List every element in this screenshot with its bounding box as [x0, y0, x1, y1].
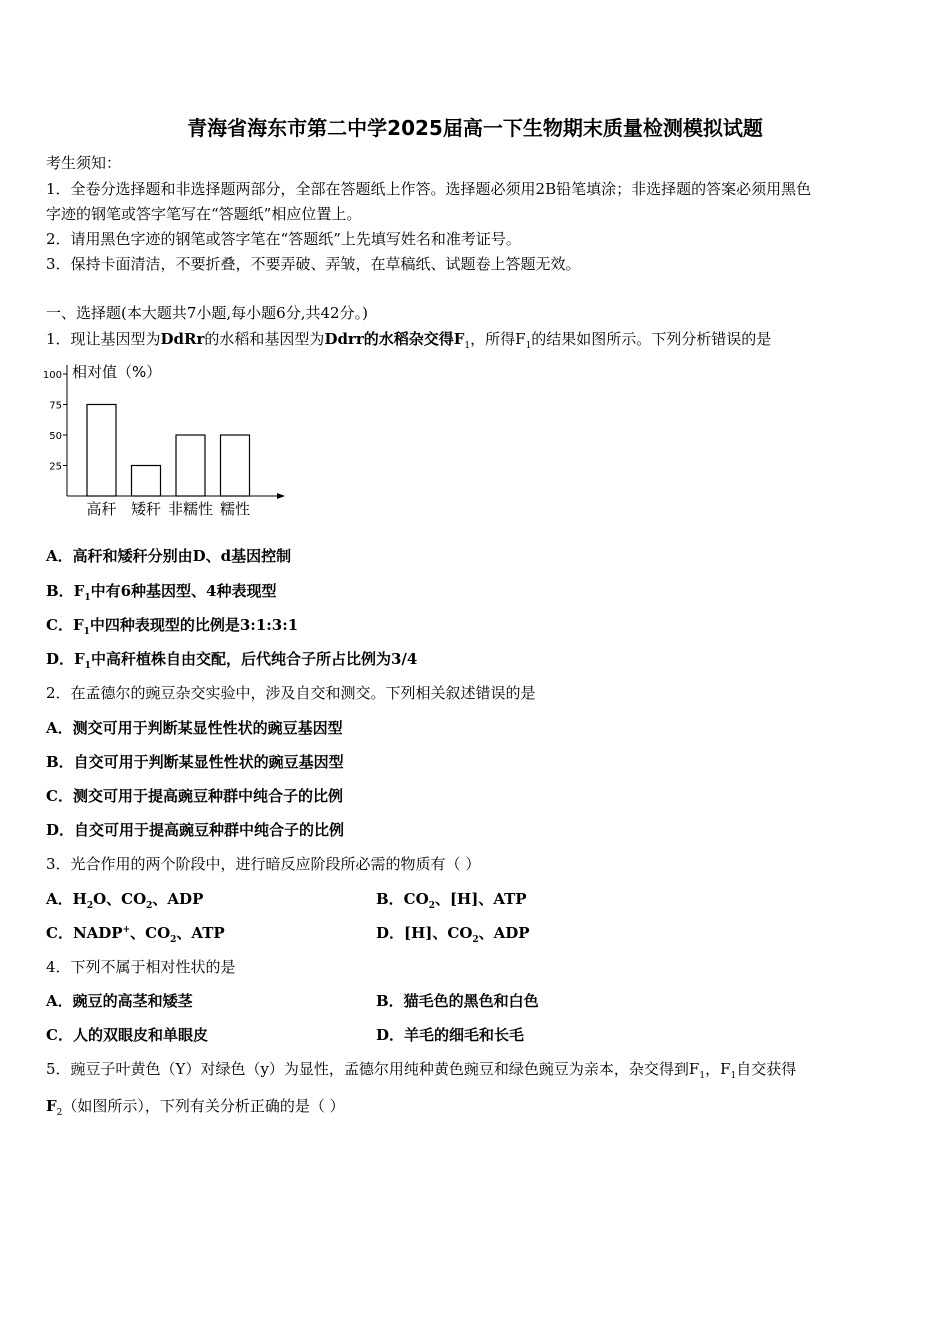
- q5-text: F: [46, 1097, 57, 1115]
- q1-text: ，所得F: [470, 330, 526, 348]
- q5-text: （如图所示），下列有关分析正确的是（ ）: [62, 1097, 345, 1115]
- option-text: 、ADP: [478, 924, 530, 942]
- x-category-label: 非糯性: [167, 500, 214, 518]
- q1-genotype: Ddrr: [324, 330, 364, 348]
- subscript: 1: [730, 1071, 737, 1081]
- q1-option-b[interactable]: [46, 580, 276, 603]
- option-text: D．[H]、CO: [376, 924, 473, 942]
- y-tick-label: 50: [49, 431, 62, 442]
- option-text: 中高秆植株自由交配，后代纯合子所占比例为3/4: [90, 650, 418, 668]
- y-tick-label: 75: [49, 400, 62, 412]
- option-text: B．CO: [376, 890, 429, 908]
- notice-heading: 考生须知：: [46, 154, 122, 172]
- question-5-stem: [46, 1058, 796, 1081]
- option-text: C．NADP: [46, 924, 123, 942]
- superscript: +: [122, 925, 131, 935]
- question-4-stem: 4．下列不属于相对性状的是: [46, 958, 236, 976]
- option-text: C．F: [46, 616, 84, 634]
- option-text: B．F: [46, 582, 85, 600]
- question-5-stem-line2: [46, 1095, 345, 1118]
- bar-4: [221, 435, 250, 496]
- bar-3: [176, 435, 205, 496]
- bar-chart-svg: [40, 355, 300, 525]
- y-axis-label: 相对值（%）: [72, 363, 162, 381]
- q2-option-c[interactable]: C．测交可用于提高豌豆种群中纯合子的比例: [46, 787, 343, 805]
- q2-option-d[interactable]: D．自交可用于提高豌豆种群中纯合子的比例: [46, 821, 345, 839]
- q1-option-a[interactable]: A．高秆和矮秆分别由D、d基因控制: [46, 547, 292, 565]
- q1-text: 的水稻和基因型为: [204, 330, 325, 348]
- x-category-label: 糯性: [219, 500, 251, 518]
- subscript: 1: [84, 593, 91, 603]
- option-text: 、ADP: [152, 890, 204, 908]
- section-heading: 一、选择题(本大题共7小题,每小题6分,共42分。): [46, 304, 368, 322]
- q4-option-c[interactable]: C．人的双眼皮和单眼皮: [46, 1026, 208, 1044]
- notice-item: 字迹的钢笔或答字笔写在“答题纸”相应位置上。: [46, 205, 362, 223]
- option-text: 、CO: [130, 924, 171, 942]
- subscript: 2: [56, 1108, 63, 1118]
- q4-option-b[interactable]: B．猫毛色的黑色和白色: [376, 992, 539, 1010]
- y-tick-label: 25: [49, 461, 62, 473]
- q3-option-a[interactable]: [46, 888, 203, 911]
- q1-text: 的结果如图所示。下列分析错误的是: [531, 330, 772, 348]
- option-text: 、ATP: [176, 924, 225, 942]
- notice-item: 3．保持卡面清洁，不要折叠，不要弄破、弄皱，在草稿纸、试题卷上答题无效。: [46, 255, 581, 273]
- q1-text: 的水稻杂交得F: [363, 330, 465, 348]
- q5-text: 自交获得: [736, 1060, 797, 1078]
- y-tick-label: 100: [42, 370, 62, 381]
- question-1-stem: [46, 328, 771, 351]
- q1-genotype: DdRr: [160, 330, 205, 348]
- q2-option-b[interactable]: B．自交可用于判断某显性性状的豌豆基因型: [46, 753, 344, 771]
- q1-option-c[interactable]: [46, 614, 298, 637]
- subscript: 2: [472, 935, 479, 945]
- subscript: 1: [699, 1071, 706, 1081]
- bar-2: [132, 466, 161, 497]
- option-text: 中有6种基因型、4种表现型: [90, 582, 277, 600]
- subscript: 1: [464, 341, 471, 351]
- subscript: 2: [86, 901, 94, 911]
- subscript: 2: [146, 901, 153, 911]
- option-text: D．F: [46, 650, 85, 668]
- subscript: 2: [428, 901, 435, 911]
- q3-option-b[interactable]: [376, 888, 527, 911]
- bar-chart: [40, 355, 300, 525]
- x-category-label: 矮秆: [130, 500, 162, 518]
- subscript: 1: [84, 661, 91, 671]
- q1-option-d[interactable]: [46, 648, 417, 671]
- q3-option-d[interactable]: [376, 922, 530, 945]
- subscript: 2: [170, 935, 177, 945]
- bar-1: [87, 405, 116, 497]
- notice-item: 1．全卷分选择题和非选择题两部分，全部在答题纸上作答。选择题必须用2B铅笔填涂；非选择题的答案必须用黑色: [46, 180, 812, 198]
- x-axis-arrow-icon: [277, 493, 285, 499]
- q3-option-c[interactable]: [46, 922, 225, 945]
- subscript: 1: [83, 627, 90, 637]
- q5-text: 5．豌豆子叶黄色（Y）对绿色（y）为显性，孟德尔用纯种黄色豌豆和绿色豌豆为亲本，杂交得到F: [46, 1060, 700, 1078]
- q2-option-a[interactable]: A．测交可用于判断某显性性状的豌豆基因型: [46, 719, 343, 737]
- option-text: A．H: [46, 890, 87, 908]
- option-text: 、[H]、ATP: [434, 890, 527, 908]
- page-title: 青海省海东市第二中学2025届高一下生物期末质量检测模拟试题: [187, 116, 763, 140]
- option-text: 中四种表现型的比例是3:1:3:1: [89, 616, 299, 634]
- q4-option-d[interactable]: D．羊毛的细毛和长毛: [376, 1026, 525, 1044]
- question-2-stem: 2．在孟德尔的豌豆杂交实验中，涉及自交和测交。下列相关叙述错误的是: [46, 684, 536, 702]
- q5-text: ，F: [705, 1060, 731, 1078]
- q4-option-a[interactable]: A．豌豆的高茎和矮茎: [46, 992, 193, 1010]
- x-category-label: 高秆: [86, 500, 117, 518]
- q1-text: 1．现让基因型为: [46, 330, 161, 348]
- subscript: 1: [525, 341, 532, 351]
- option-text: O、CO: [93, 890, 147, 908]
- notice-item: 2．请用黑色字迹的钢笔或答字笔在“答题纸”上先填写姓名和准考证号。: [46, 230, 521, 248]
- question-3-stem: 3．光合作用的两个阶段中，进行暗反应阶段所必需的物质有（ ）: [46, 855, 481, 873]
